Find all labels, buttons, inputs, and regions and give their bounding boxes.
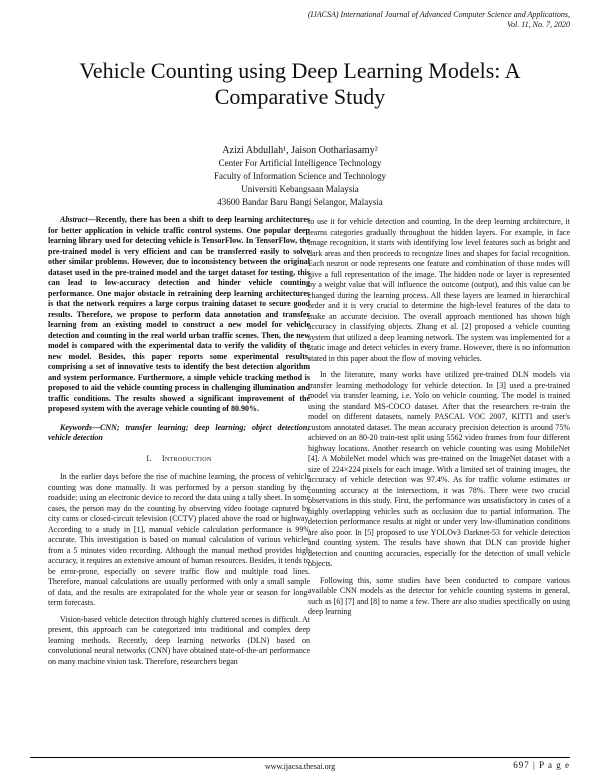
body-paragraph: to use it for vehicle detection and counting. In the deep learning architecture, it learns categories gradually throughout the hidden layers. For example, in face image recognition, it starts with identifying low level features such as bright and dark areas and then proceeds to recognize lines and shapes for facial recognition. Each neuron or node represents one feature and combination of those nodes will give a full representation of the image. The hidden node or layer is represented by a weight value that will influence the outcome (output), and this value can be changed during the learning process. All these layers are learned in hierarchical order and it is very crucial to determine the high-level features of the data to make an accurate decision. The overall approach mentioned has shown high accuracy in classifying objects. Zhang et al. [2] proposed a vehicle counting system that utilized a deep learning network. The system was implemented for a static image and detect vehicles in every frame. However, there is no information stated in this paper about the flow of moving vehicles. bbox=[308, 217, 570, 363]
footer-url: www.ijacsa.thesai.org bbox=[264, 762, 336, 771]
author-names: Azizi Abdullah¹, Jaison Oothariasamy² bbox=[222, 145, 378, 156]
journal-header bbox=[308, 10, 570, 30]
section-numeral: I. bbox=[146, 453, 152, 463]
body-paragraph: Following this, some studies have been conducted to compare various available CNN models as the detector for vehicle counting systems in general, such as [6] [7] and [8] to name a few. There are also studies specifically on using deep learning bbox=[308, 575, 570, 616]
footer-divider bbox=[30, 757, 570, 758]
body-paragraph: In the literature, many works have utilized pre-trained DLN models via transfer learning methodology for vehicle detection. In [3] used a pre-trained model via transfer learning, i.e. Yolo on vehicle counting. The model is trained using the standard MS-COCO dataset. After that the researchers re-train the model on different datasets, namely PASCAL VOC 2007, KITTI and user's custom annotated dataset. The mean accuracy precision detection is around 75% achieved on an 80-20 train-test split using 5562 video frames from four different highway locations. Another research on vehicle counting was using MobileNet [4]. A MobileNet model which was pre-trained on the ImageNet dataset with a size of 224×224 pixels for each image. With a limited set of training images, the accuracy of vehicle detection was 97.4%. As for traffic volume estimates or counting accuracy at the intersections, it was 78%. There were two crucial observations in this study. First, the performance was unsatisfactory in cases of a highly overlapping vehicles such as occlusion due to partial information. The detection performance results at night or under very low-illumination conditions are also poor. In [5] proposed to use YOLOv3 Darknet-53 for vehicle detection and counting system. The results have shown that DLN can provide higher detection and counting accuracies, especially for the detection of small vehicle objects. bbox=[308, 370, 570, 568]
author-block bbox=[100, 144, 500, 209]
journal-header-line1: (IJACSA) International Journal of Advanced Computer Science and Applications, bbox=[307, 10, 570, 19]
journal-header-line2: Vol. 11, No. 7, 2020 bbox=[507, 20, 570, 29]
keywords-text: —CNN; transfer learning; deep learning; object detection; vehicle detection bbox=[48, 422, 310, 442]
abstract-text: —Recently, there has been a shift to deep learning architectures for better application in vehicle traffic control systems. One popular deep learning library used for detecting vehicle is TensorFlow. In TensorFlow, the pre-trained model is very efficient and can be transferred easily to solve other similar problems. However, due to inconsistency between the original dataset used in the pre-trained model and the target dataset for testing, this can lead to low-accuracy detection and hinder vehicle counting performance. One major obstacle in retraining deep learning architectures is that the network requires a large corpus training dataset to secure good results. Therefore, we propose to perform data annotation and transfer learning from an existing model to construct a new model for vehicle detection and counting in the real world urban traffic scenes. Then, the new model is compared with the experimental data to verify the validity of the new model. Besides, this paper reports some experimental results, comprising a set of innovative tests to identify the best detection algorithm and system performance. Furthermore, a simple vehicle tracking method is proposed to aid the vehicle counting process in challenging illumination and traffic conditions. The results showed a significant improvement of the proposed system with the average vehicle counting of 80.90%. bbox=[48, 215, 310, 413]
affiliation-line: Faculty of Information Science and Technology bbox=[214, 171, 386, 181]
paper-title-line1: Vehicle Counting using Deep Learning Models: A bbox=[79, 58, 521, 83]
left-column bbox=[48, 215, 310, 673]
body-paragraph: Vision-based vehicle detection through highly cluttered scenes is difficult. At present, this approach can be categorized into traditional and complex deep learning methods. Recently, deep learning networks (DLN) based on convolutional neural networks (CNN) have obtained state-of-the-art performance on many machine vision task. Therefore, researchers began bbox=[48, 614, 310, 666]
section-heading bbox=[48, 454, 310, 465]
affiliation-line: Universiti Kebangsaan Malaysia bbox=[241, 184, 359, 194]
affiliation-line: 43600 Bandar Baru Bangi Selangor, Malaysia bbox=[217, 197, 383, 207]
right-column bbox=[308, 217, 570, 624]
body-paragraph: In the earlier days before the rise of machine learning, the process of vehicle counting was done manually. It was performed by a person standing by the roadside; using an electronic device to record the data using a tally sheet. In some cases, the person may do the counting by observing video footage captured by city cams or closed-circuit television (CCTV) placed above the road or highway. According to a study in [1], manual vehicle calculation performance is 99% accurate. This investigation is based on manual calculation of various vehicles from a 5 minutes video recording. Although the manual method provides high accuracy, it requires an extensive amount of human resources. Besides, it tends to be error-prone, especially on severe traffic flow and multiple road lines. Therefore, manual calculations are usually performed with only a small sample of data, and the results are extrapolated for the whole year or season for long-term forecasts. bbox=[48, 472, 310, 607]
paper-title-line2: Comparative Study bbox=[214, 84, 386, 109]
section-title: Introduction bbox=[161, 453, 212, 463]
paper-title bbox=[40, 58, 560, 110]
page-number: 697 | P a g e bbox=[513, 760, 570, 770]
keywords bbox=[48, 423, 310, 444]
abstract-label: Abstract bbox=[60, 215, 88, 224]
affiliation-line: Center For Artificial Intelligence Technology bbox=[218, 158, 382, 168]
abstract bbox=[48, 215, 310, 415]
keywords-label: Keywords bbox=[60, 422, 92, 432]
